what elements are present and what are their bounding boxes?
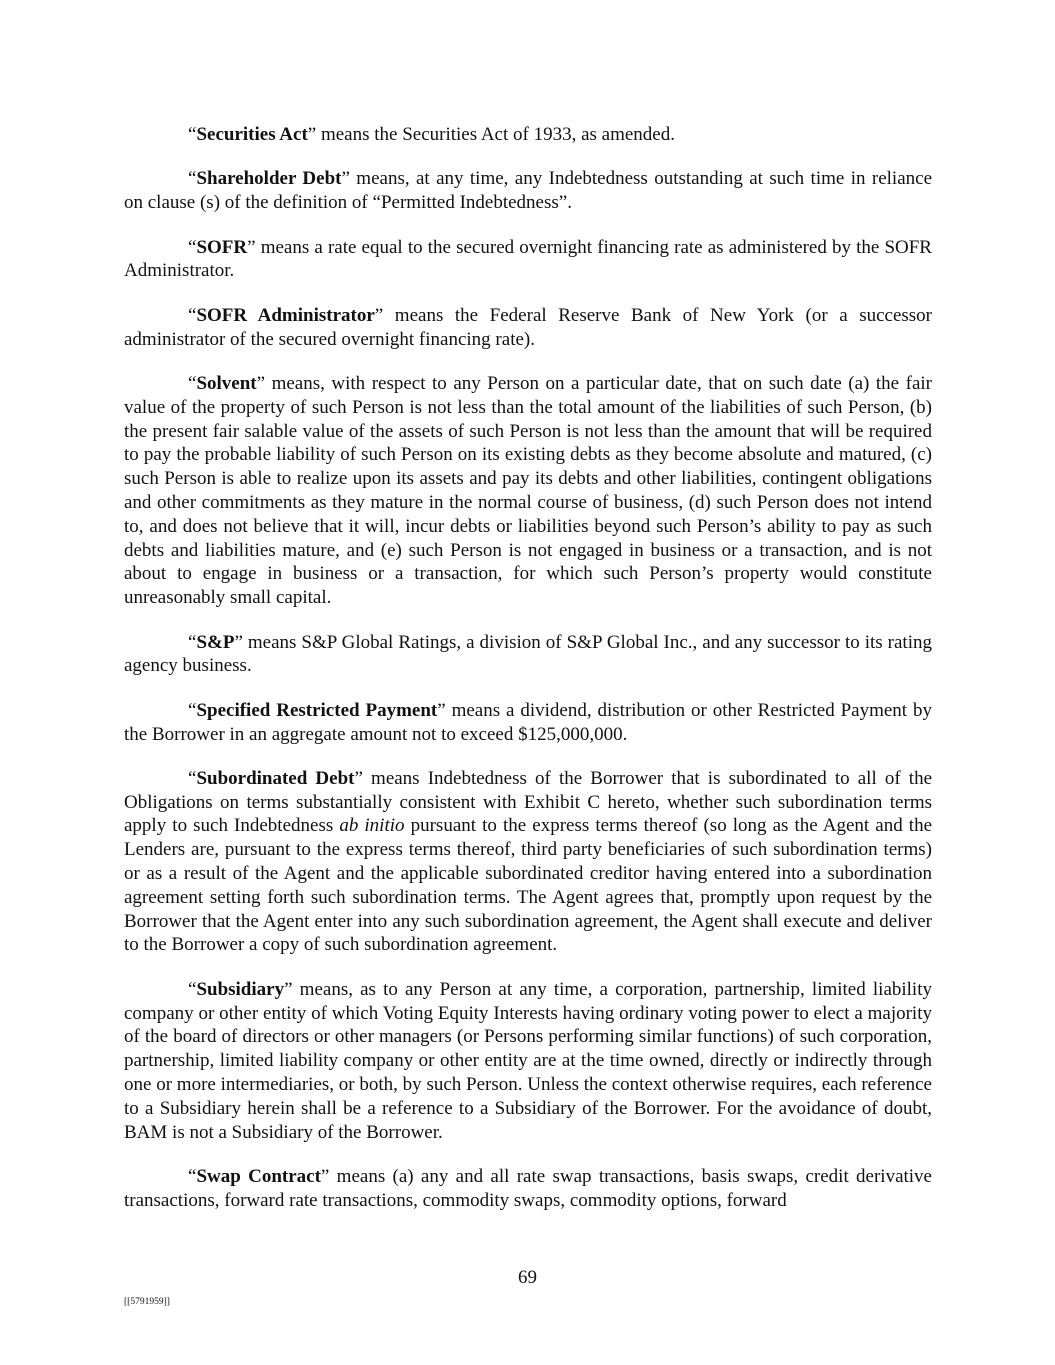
definition-text: means, as to any Person at any time, a corporation, partnership, limited liability company or other entity of which Voting Equity Interests having ordinary voting power to elect a majority of the board of directors or other managers (or Persons performing similar functions) of such corporation, partnership, limited liability company or other entity are at the time owned, directly or indirectly through one or more intermediaries, or both, by such Person. Unless the context otherwise requires, each reference to a Subsidiary herein shall be a reference to a Subsidiary of the Borrower. For the avoidance of doubt, BAM is not a Subsidiary of the Borrower.	[124, 978, 932, 1143]
defined-term: Swap Contract	[196, 1166, 321, 1188]
latin-phrase: ab initio	[339, 815, 405, 837]
defined-term: SOFR	[196, 236, 248, 258]
definition-text: means the Securities Act of 1933, as amended.	[316, 124, 675, 145]
defined-term: S&P	[196, 631, 235, 653]
definition-text: means, with respect to any Person on a particular date, that on such date (a) the fair value of the property of such Person is not less than the total amount of the liabilities of such Person, (b) the present fair salable value of the assets of such Person is not less than the amount that will be required to pay the probable liability of such Person on its existing debts as they become absolute and matured, (c) such Person is able to realize upon its assets and pay its debts and other liabilities, contingent obligations and other commitments as they mature in the normal course of business, (d) such Person does not intend to, and does not believe that it will, incur debts or liabilities beyond such Person’s ability to pay as such debts and liabilities mature, and (e) such Person is not engaged in business or a transaction, and is not about to engage in business or a transaction, for which such Person’s property would constitute unreasonably small capital.	[124, 372, 932, 609]
defined-term: Securities Act	[196, 124, 308, 145]
definition-sofr-administrator: “SOFR Administrator” means the Federal Reserve Bank of New York (or a successor administrator of the secured overnight financing rate).	[124, 304, 933, 350]
definition-text: means a dividend, distribution or other Restricted Payment by the Borrower in an aggregate amount not to exceed $125,000,000.	[124, 699, 932, 745]
definition-s-and-p: “S&P” means S&P Global Ratings, a division of S&P Global Inc., and any successor to its rating agency business.	[124, 631, 932, 677]
defined-term: SOFR Administrator	[196, 304, 375, 326]
definition-text: means the Federal Reserve Bank of New York (or a successor administrator of the secured overnight financing rate).	[124, 304, 933, 350]
definition-text: means Indebtedness of the Borrower that is subordinated to all of the Obligations on terms substantially consistent with Exhibit C hereto, whether such subordination terms apply to such Indebtedness	[124, 767, 933, 837]
definition-text: means a rate equal to the secured overnight financing rate as administered by the SOFR Administrator.	[124, 236, 932, 282]
defined-term: Shareholder Debt	[196, 168, 342, 190]
definition-specified-restricted-payment: “Specified Restricted Payment” means a dividend, distribution or other Restricted Payment by the Borrower in an aggregate amount not to exceed $125,000,000.	[124, 699, 932, 745]
definition-text: means, at any time, any Indebtedness outstanding at such time in reliance on clause (s) of the definition of “Permitted Indebtedness”.	[124, 168, 932, 214]
definition-securities-act: “Securities Act” means the Securities Act of 1933, as amended.	[188, 124, 675, 145]
defined-term: Solvent	[196, 372, 257, 394]
definitions-section	[124, 123, 932, 1233]
document-id: [[5791959]]	[124, 1297, 170, 1307]
definition-swap-contract: “Swap Contract” means (a) any and all rate swap transactions, basis swaps, credit derivative transactions, forward rate transactions, commodity swaps, commodity options, forward	[124, 1166, 932, 1211]
defined-term: Subsidiary	[196, 978, 285, 1000]
page-number: 69	[518, 1267, 537, 1288]
defined-term: Subordinated Debt	[196, 767, 355, 789]
definition-solvent: “Solvent” means, with respect to any Person on a particular date, that on such date (a) the fair value of the property of such Person is not less than the total amount of the liabilities of such Person, (b) the present fair salable value of the assets of such Person is not less than the amount that will be required to pay the probable liability of such Person on its existing debts as they become absolute and matured, (c) such Person is able to realize upon its assets and pay its debts and other liabilities, contingent obligations and other commitments as they mature in the normal course of business, (d) such Person does not intend to, and does not believe that it will, incur debts or liabilities beyond such Person’s ability to pay as such debts and liabilities mature, and (e) such Person is not engaged in business or a transaction, and is not about to engage in business or a transaction, for which such Person’s property would constitute unreasonably small capital.	[124, 372, 932, 609]
definition-text: means S&P Global Ratings, a division of S&P Global Inc., and any successor to its rating agency business.	[124, 631, 932, 677]
definition-text-continued: pursuant to the express terms thereof (so long as the Agent and the Lenders are, pursuant to the express terms thereof, third party beneficiaries of such subordination terms) or as a result of the Agent and the applicable subordinated creditor having entered into a subordination agreement setting forth such subordination terms. The Agent agrees that, promptly upon request by the Borrower that the Agent enter into any such subordination agreement, the Agent shall execute and deliver to the Borrower a copy of such subordination agreement.	[124, 815, 932, 956]
definition-text: means (a) any and all rate swap transactions, basis swaps, credit derivative transactions, forward rate transactions, commodity swaps, commodity options, forward	[124, 1166, 932, 1211]
definition-subordinated-debt: “Subordinated Debt” means Indebtedness of the Borrower that is subordinated to all of the Obligations on terms substantially consistent with Exhibit C hereto, whether such subordination terms apply to such Indebtedness ab initio pursuant to the express terms thereof (so long as the Agent and the Lenders are, pursuant to the express terms thereof, third party beneficiaries of such subordination terms) or as a result of the Agent and the applicable subordinated creditor having entered into a subordination agreement setting forth such subordination terms. The Agent agrees that, promptly upon request by the Borrower that the Agent enter into any such subordination agreement, the Agent shall execute and deliver to the Borrower a copy of such subordination agreement.	[124, 767, 933, 956]
definition-shareholder-debt: “Shareholder Debt” means, at any time, any Indebtedness outstanding at such time in reliance on clause (s) of the definition of “Permitted Indebtedness”.	[124, 168, 932, 214]
definition-subsidiary: “Subsidiary” means, as to any Person at any time, a corporation, partnership, limited liability company or other entity of which Voting Equity Interests having ordinary voting power to elect a majority of the board of directors or other managers (or Persons performing similar functions) of such corporation, partnership, limited liability company or other entity are at the time owned, directly or indirectly through one or more intermediaries, or both, by such Person. Unless the context otherwise requires, each reference to a Subsidiary herein shall be a reference to a Subsidiary of the Borrower. For the avoidance of doubt, BAM is not a Subsidiary of the Borrower.	[124, 978, 932, 1143]
defined-term: Specified Restricted Payment	[196, 699, 438, 721]
definition-sofr: “SOFR” means a rate equal to the secured overnight financing rate as administered by the SOFR Administrator.	[124, 236, 932, 282]
